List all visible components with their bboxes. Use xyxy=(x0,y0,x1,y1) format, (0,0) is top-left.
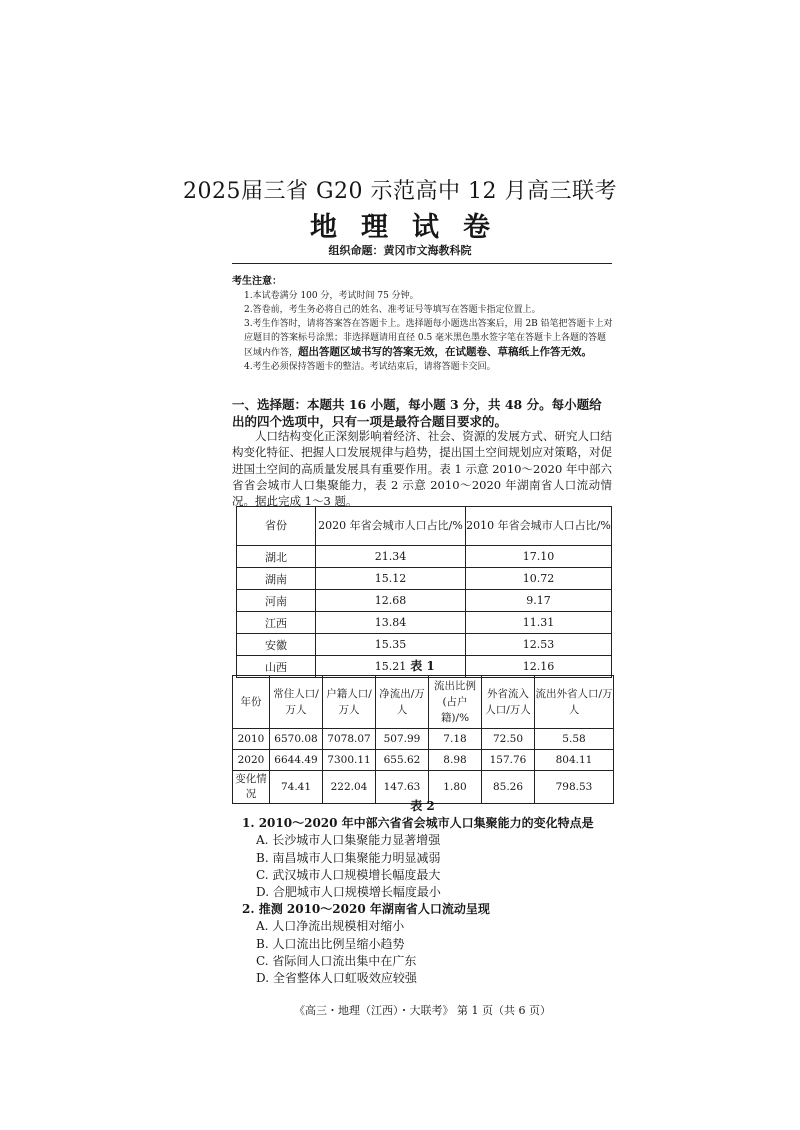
table-cell: 85.26 xyxy=(482,771,535,804)
answer-option: D. 合肥城市人口规模增长幅度最小 xyxy=(256,885,441,900)
table-cell: 10.72 xyxy=(466,568,612,590)
table-cell: 2020 xyxy=(233,750,270,771)
notice-item-text: 3.考生作答时，请将答案答在答题卡上。选择题每小题选出答案后，用 2B 铅笔把答题卡上对应题目的答案标号涂黑；非选择题请用直径 0.5 毫米黑色墨水签字笔在答题卡上各题的答题区域内作答， xyxy=(244,319,613,358)
answer-option: A. 人口净流出规模相对缩小 xyxy=(256,919,405,934)
exam-subject: 地理试卷 xyxy=(310,212,514,243)
table-cell: 7.18 xyxy=(429,729,482,750)
page-footer: 《高三・地理（江西）・大联考》 第 1 页（共 6 页） xyxy=(294,1004,551,1017)
table-cell: 安徽 xyxy=(237,634,316,656)
section-heading: 一、选择题：本题共 16 小题，每小题 3 分，共 48 分。每小题给出的四个选项中，只有一项是最符合题目要求的。 xyxy=(232,397,602,429)
table-header-cell: 外省流入人口/万人 xyxy=(482,676,535,729)
table-row xyxy=(237,634,612,656)
table-cell: 15.35 xyxy=(316,634,466,656)
question-2 xyxy=(244,901,624,987)
table-header-cell: 年份 xyxy=(233,676,270,729)
table-header-cell: 常住人口/万人 xyxy=(270,676,323,729)
table-cell: 6644.49 xyxy=(270,750,323,771)
table-header-cell: 流出比例(占户籍)/% xyxy=(429,676,482,729)
table-row xyxy=(237,590,612,612)
table-cell: 11.31 xyxy=(466,612,612,634)
table-cell: 222.04 xyxy=(323,771,376,804)
answer-option: A. 长沙城市人口集聚能力显著增强 xyxy=(256,833,441,848)
table-header-cell: 2020 年省会城市人口占比/% xyxy=(316,507,466,546)
table-cell: 21.34 xyxy=(316,546,466,568)
answer-option: B. 南昌城市人口集聚能力明显减弱 xyxy=(256,850,441,865)
table-cell: 河南 xyxy=(237,590,316,612)
table-cell: 12.16 xyxy=(466,656,612,678)
answer-option: B. 人口流出比例呈缩小趋势 xyxy=(256,936,405,951)
table-cell: 5.58 xyxy=(535,729,614,750)
answer-option: C. 武汉城市人口规模增长幅度最大 xyxy=(256,867,441,882)
table-cell: 7300.11 xyxy=(323,750,376,771)
passage: 人口结构变化正深刻影响着经济、社会、资源的发展方式、研究人口结构变化特征、把握人口发展规律与趋势，提出国土空间规划应对策略，对促进国土空间的高质量发展具有重要作用。表 1 示意 2010～2020 年中部六省省会城市人口集聚能力，表 2 示意 2010～2020 年湖南省人口流动情况。据此完成 1～3 题。 xyxy=(232,429,612,509)
table-cell: 804.11 xyxy=(535,750,614,771)
question-stem: 2. 推测 2010～2020 年湖南省人口流动呈现 xyxy=(242,902,490,916)
table-cell: 74.41 xyxy=(270,771,323,804)
table-cell: 13.84 xyxy=(316,612,466,634)
answer-option: D. 全省整体人口虹吸效应较强 xyxy=(256,971,417,986)
table-cell: 12.53 xyxy=(466,634,612,656)
question-stem: 1. 2010～2020 年中部六省省会城市人口集聚能力的变化特点是 xyxy=(242,816,594,830)
table-cell: 157.76 xyxy=(482,750,535,771)
notice-item: 2.答卷前，考生务必将自己的姓名、准考证号等填写在答题卡指定位置上。 xyxy=(244,305,541,315)
table-row xyxy=(237,568,612,590)
table-cell: 72.50 xyxy=(482,729,535,750)
table-cell: 12.68 xyxy=(316,590,466,612)
organizer-line: 组织命题：黄冈市文海教科院 xyxy=(328,244,472,257)
table-cell: 15.21 xyxy=(316,656,466,678)
table-cell: 8.98 xyxy=(429,750,482,771)
table-cell: 17.10 xyxy=(466,546,612,568)
table-1 xyxy=(236,506,612,678)
table-header-cell: 净流出/万人 xyxy=(376,676,429,729)
notice-item: 1.本试卷满分 100 分，考试时间 75 分钟。 xyxy=(244,291,419,301)
table-header-cell: 2010 年省会城市人口占比/% xyxy=(466,507,612,546)
candidate-notice xyxy=(232,275,614,374)
table-cell: 江西 xyxy=(237,612,316,634)
table-header-cell: 省份 xyxy=(237,507,316,546)
table-cell: 变化情况 xyxy=(233,771,270,804)
table-2-caption: 表 2 xyxy=(410,799,435,813)
notice-heading: 考生注意： xyxy=(232,276,282,287)
table-cell: 1.80 xyxy=(429,771,482,804)
table-cell: 湖北 xyxy=(237,546,316,568)
answer-option: C. 省际间人口流出集中在广东 xyxy=(256,953,417,968)
table-row xyxy=(237,612,612,634)
table-cell: 山西 xyxy=(237,656,316,678)
table-cell: 6570.08 xyxy=(270,729,323,750)
table-cell: 7078.07 xyxy=(323,729,376,750)
table-row xyxy=(237,546,612,568)
notice-item: 4.考生必须保持答题卡的整洁。考试结束后，请将答题卡交回。 xyxy=(244,362,496,372)
table-header-cell: 流出外省人口/万人 xyxy=(535,676,614,729)
table-row xyxy=(233,750,614,771)
table-1-caption: 表 1 xyxy=(410,659,435,673)
table-header-cell: 户籍人口/万人 xyxy=(323,676,376,729)
table-cell: 15.12 xyxy=(316,568,466,590)
notice-emphasis: 超出答题区域书写的答案无效，在试题卷、草稿纸上作答无效。 xyxy=(298,346,593,358)
table-cell: 9.17 xyxy=(466,590,612,612)
exam-title: 2025届三省 G20 示范高中 12 月高三联考 xyxy=(182,179,618,204)
table-cell: 2010 xyxy=(233,729,270,750)
table-2 xyxy=(232,675,614,804)
question-1 xyxy=(244,815,624,901)
table-row xyxy=(233,729,614,750)
table-cell: 798.53 xyxy=(535,771,614,804)
header-divider xyxy=(232,263,612,264)
table-cell: 655.62 xyxy=(376,750,429,771)
notice-item xyxy=(232,317,614,360)
table-cell: 147.63 xyxy=(376,771,429,804)
table-cell: 507.99 xyxy=(376,729,429,750)
table-cell: 湖南 xyxy=(237,568,316,590)
